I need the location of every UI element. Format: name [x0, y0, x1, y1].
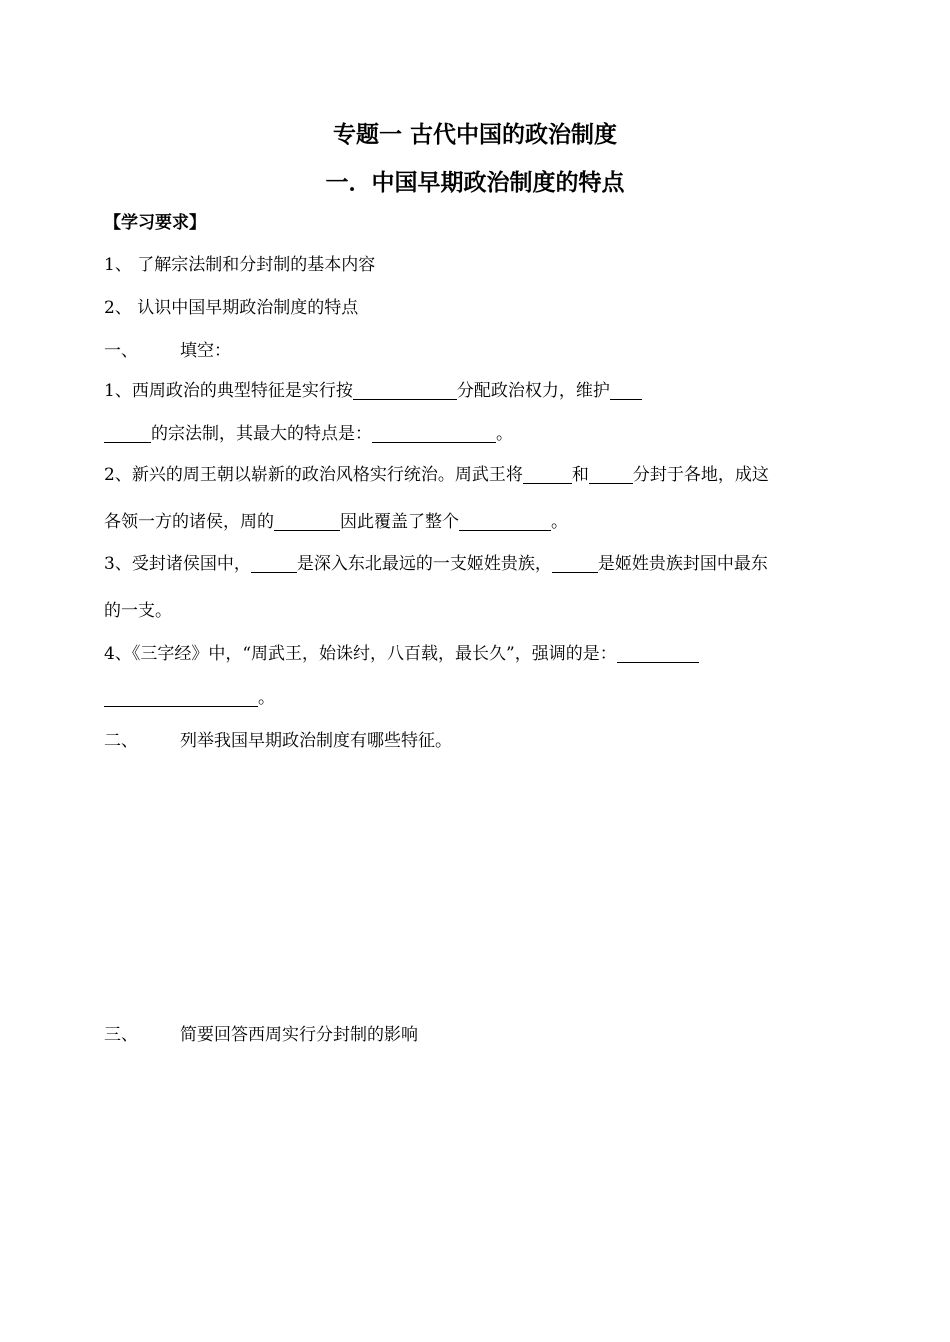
q2-blank-1[interactable]: [523, 465, 572, 484]
q2-text-c: 分封于各地，成这: [632, 465, 769, 485]
q2-text-a: 2、新兴的周王朝以崭新的政治风格实行统治。周武王将: [104, 465, 523, 485]
q2-blank-4[interactable]: [459, 512, 551, 531]
part2-header: [104, 729, 452, 753]
q4-blank-1[interactable]: [617, 644, 699, 663]
q2-text-b: 和: [571, 465, 589, 485]
question-4-line-2: [104, 686, 275, 710]
part1-header: [104, 339, 231, 363]
q1-text-d: 。: [496, 424, 513, 444]
part1-number: 一、: [104, 341, 138, 361]
q1-text-c: 的宗法制，其最大的特点是：: [151, 424, 372, 444]
q3-blank-2[interactable]: [552, 554, 598, 573]
q2-blank-2[interactable]: [589, 465, 633, 484]
part1-label: 填空：: [180, 341, 231, 361]
question-2-line-2: [104, 510, 568, 534]
q4-text-b: 。: [258, 688, 275, 708]
question-2-line-1: [104, 463, 769, 487]
part3-header: [104, 1023, 418, 1047]
question-4-line-1: [104, 642, 699, 666]
requirement-2: 2、 认识中国早期政治制度的特点: [104, 298, 359, 318]
part3-number: 三、: [104, 1025, 138, 1045]
part3-text: 简要回答西周实行分封制的影响: [180, 1025, 418, 1045]
lesson-title: 一．中国早期政治制度的特点: [325, 170, 625, 196]
q3-text-c: 是姬姓贵族封国中最东: [597, 554, 768, 574]
question-3-line-1: [104, 552, 768, 576]
question-3-line-2: 的一支。: [104, 601, 172, 621]
q4-blank-1-cont[interactable]: [104, 688, 258, 707]
question-1-line-2: [104, 422, 513, 446]
q1-text-a: 1、西周政治的典型特征是实行按: [104, 381, 353, 401]
q4-text-a: 4、《三字经》中，“周武王，始诛纣，八百载，最长久”，强调的是：: [104, 644, 617, 664]
part2-number: 二、: [104, 731, 138, 751]
q2-text-f: 。: [551, 512, 568, 532]
q1-blank-2-cont[interactable]: [104, 424, 151, 443]
q2-text-d: 各领一方的诸侯，周的: [104, 512, 274, 532]
main-title: 专题一 古代中国的政治制度: [332, 122, 617, 148]
q3-text-a: 3、受封诸侯国中，: [104, 554, 251, 574]
q3-blank-1[interactable]: [251, 554, 297, 573]
q1-blank-1[interactable]: [353, 381, 457, 400]
q2-blank-3[interactable]: [274, 512, 340, 531]
question-1-line-1: [104, 379, 642, 403]
q1-blank-2[interactable]: [610, 381, 642, 400]
q3-text-b: 是深入东北最远的一支姬姓贵族，: [296, 554, 552, 574]
q1-text-b: 分配政治权力，维护: [456, 381, 610, 401]
requirement-1: 1、 了解宗法制和分封制的基本内容: [104, 255, 376, 275]
q2-text-e: 因此覆盖了整个: [340, 512, 459, 532]
q1-blank-3[interactable]: [372, 424, 496, 443]
section-heading: 【学习要求】: [104, 213, 206, 233]
part2-text: 列举我国早期政治制度有哪些特征。: [180, 731, 452, 751]
